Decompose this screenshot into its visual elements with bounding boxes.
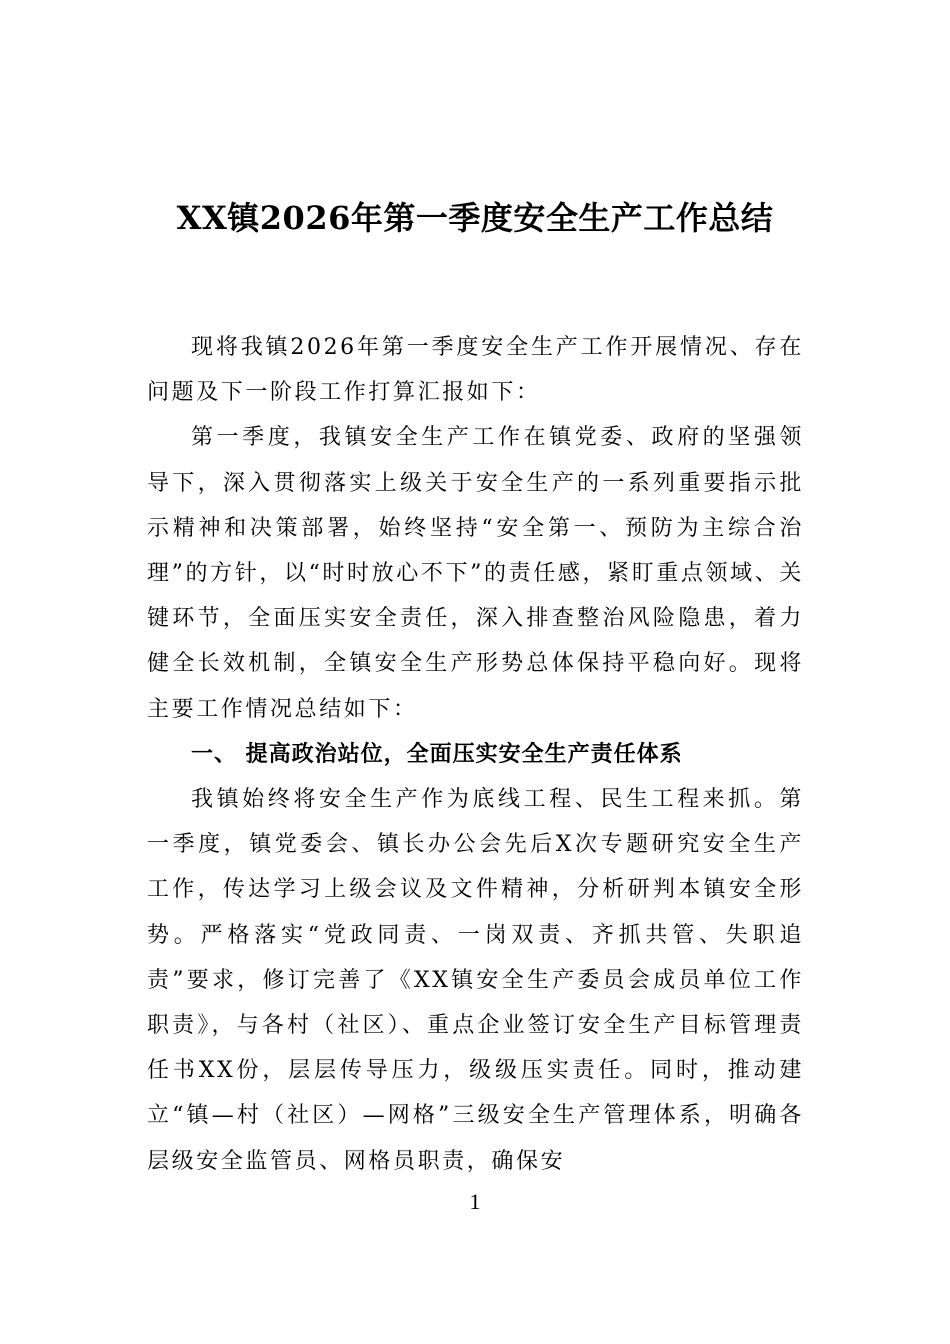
section-paragraph: 我镇始终将安全生产作为底线工程、民生工程来抓。第一季度，镇党委会、镇长办公会先后X次专题研究安全生产工作，传达学习上级会议及文件精神，分析研判本镇安全形势。严格落实“党政同责、一岗双责、齐抓共管、失职追责”要求，修订完善了《XX镇安全生产委员会成员单位工作职责》，与各村（社区）、重点企业签订安全生产目标管理责任书XX份，层层传导压力，级级压实责任。同时，推动建立“镇—村（社区）—网格”三级安全生产管理体系，明确各层级安全监管员、网格员职责，确保安 <box>147 787 804 1174</box>
overview-paragraph: 第一季度，我镇安全生产工作在镇党委、政府的坚强领导下，深入贯彻落实上级关于安全生产的一系列重要指示批示精神和决策部署，始终坚持“安全第一、预防为主综合治理”的方针，以“时时放心不下”的责任感，紧盯重点领域、关键环节，全面压实安全责任，深入排查整治风险隐患，着力健全长效机制，全镇安全生产形势总体保持平稳向好。现将主要工作情况总结如下： <box>147 425 804 722</box>
document-title: XX镇2026年第一季度安全生产工作总结 <box>176 199 774 237</box>
section-heading: 一、 提高政治站位，全面压实安全生产责任体系 <box>191 741 683 767</box>
intro-paragraph: 现将我镇2026年第一季度安全生产工作开展情况、存在问题及下一阶段工作打算汇报如下： <box>147 335 804 406</box>
page-number: 1 <box>469 1189 481 1214</box>
document-body <box>147 325 804 1184</box>
